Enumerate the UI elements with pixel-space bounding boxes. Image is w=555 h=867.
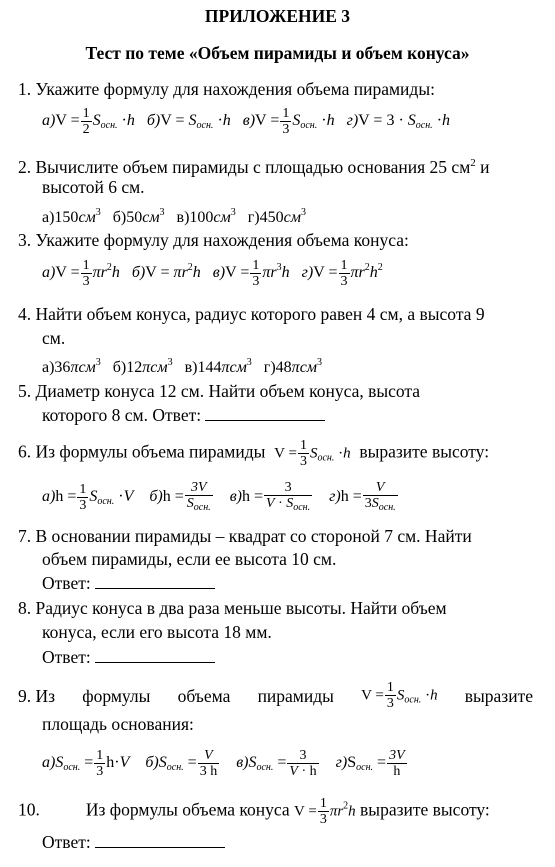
answer-blank[interactable]	[95, 847, 225, 848]
question-6-options: а)h = $\frac{1}{3}$ $S_{осн.} \cdot V$ б)h = 3V $S_{осн.}$ в)h = 3 $V \cdot S_{осн.}$ г)h = V $3S_{осн.}$	[42, 480, 396, 513]
page-title: ПРИЛОЖЕНИЕ 3	[204, 6, 351, 26]
answer-blank[interactable]	[95, 662, 215, 663]
question-9-line-2: площадь основания:	[42, 714, 194, 734]
question-5-line-2: которого 8 см. Ответ:	[42, 405, 325, 425]
question-8-answer: Ответ:	[42, 647, 215, 667]
question-1-options: а)V = $\frac{1}{2}$ $S_{осн.} \cdot h$ $б)V = S_{осн.} \cdot h$ в)V = $\frac{1}{3}$ $S_{осн.} \cdot h$ $г)V = 3 \cdot S_{осн.} \cdot h$	[42, 106, 451, 137]
question-2-options: $а)150см^3$ $б)50см^3$ $в)100см^3$ $г)450см^3$	[42, 207, 306, 226]
question-4-line-2: см.	[42, 328, 66, 348]
question-10-answer: Ответ:	[42, 832, 225, 852]
question-10-line-1: 10. Из формулы объема конуса V = $\frac{1}{3}$ $\pi r^2h$ выразите высоту:	[18, 796, 490, 827]
question-6-text: 6. Из формулы объема пирамиды V = $\frac{1}{3}$ $S_{осн.} \cdot h$ выразите высоту:	[18, 438, 490, 469]
question-7-line-1: 7. В основании пирамиды – квадрат со стороной 7 см. Найти	[18, 526, 472, 546]
question-7-line-2: объем пирамиды, если ее высота 10 см.	[42, 549, 337, 569]
question-9-options: $а)S_{осн.}$ = $\frac{1}{3}$ h·V $б)S_{осн.}$ = $\frac{V}{3 h}$ $в)S_{осн.}$ = $\frac{3}{V \cdot h}$ $г)S_{осн.}$ = $\frac{3V}{h}$	[42, 748, 405, 779]
question-3-text: 3. Укажите формулу для нахождения объема конуса:	[18, 230, 409, 250]
question-5-line-1: 5. Диаметр конуса 12 см. Найти объем конуса, высота	[18, 381, 421, 401]
question-9-line-1: 9. Из формулы объема пирамиды V = $\frac{1}{3}$ $S_{осн.} \cdot h$ выразите	[18, 680, 533, 711]
question-8-line-1: 8. Радиус конуса в два раза меньше высоты. Найти объем	[18, 598, 447, 618]
question-1-text: 1. Укажите формулу для нахождения объема пирамиды:	[18, 79, 435, 99]
question-4-options: а)36πсм$^3$ б)12πсм$^3$ в)144πсм$^3$ г)48πсм$^3$	[42, 357, 322, 376]
question-2-line-1: 2. Вычислите объем пирамиды с площадью основания 25 $см^2$ и	[18, 157, 490, 177]
question-7-answer: Ответ:	[42, 573, 215, 593]
question-2-line-2: высотой 6 см.	[42, 177, 145, 197]
question-4-line-1: 4. Найти объем конуса, радиус которого равен 4 см, а высота 9	[18, 304, 485, 324]
page-subtitle: Тест по теме «Объем пирамиды и объем конуса»	[85, 43, 470, 63]
answer-blank[interactable]	[95, 588, 215, 589]
question-3-options: а)V = $\frac{1}{3}$ $\pi r^2h$ $б)V = \pi r^2h$ в)V = $\frac{1}{3}$ $\pi r^3h$ г)V = $\frac{1}{3}$ $\pi r^2h^2$	[42, 258, 383, 289]
answer-blank[interactable]	[205, 420, 325, 421]
question-8-line-2: конуса, если его высота 18 мм.	[42, 622, 272, 642]
